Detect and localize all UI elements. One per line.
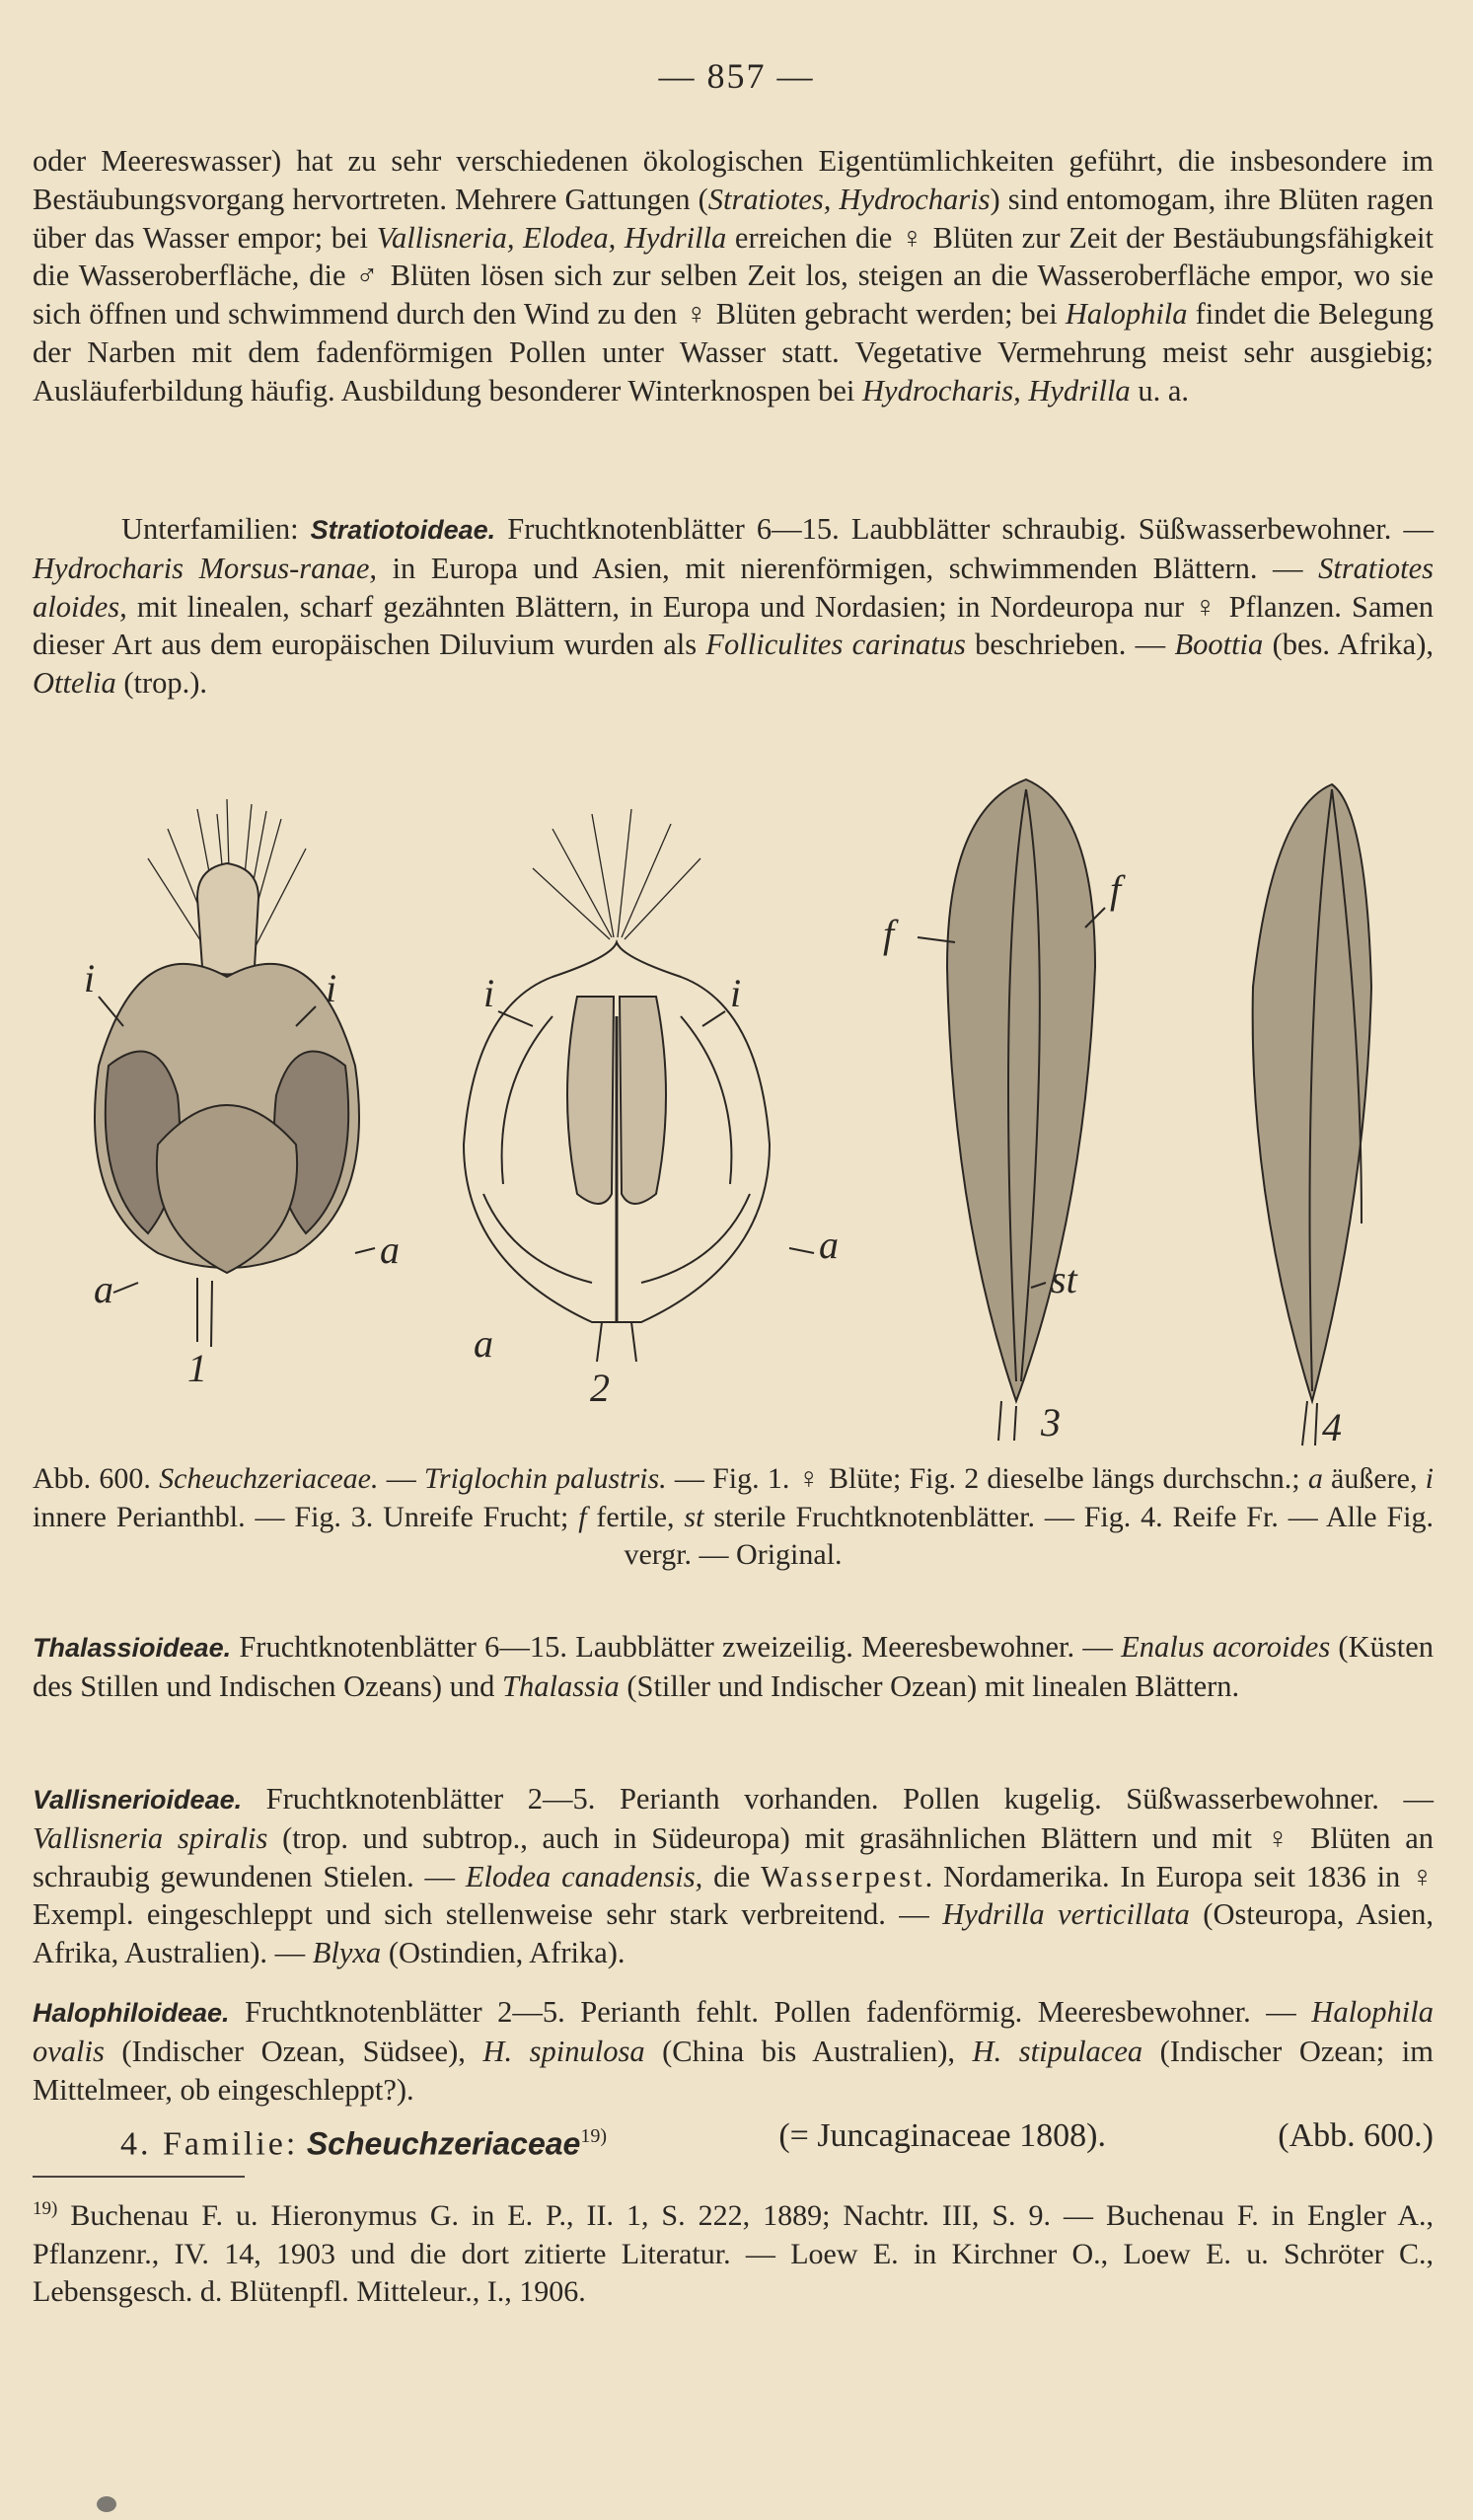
text-run: oder Meereswasser) hat zu sehr verschiedenen ökologischen Eigentümlichkeiten geführt, die insbesondere im Bestäubungsvorgang hervortreten. Mehrere Gattungen ( [33, 144, 1434, 216]
italic-taxon-text: Vallisneria spiralis [33, 1820, 268, 1855]
text-run: mit linealen, scharf gezähnten Blättern, in Europa und Nordasien; in Nordeuropa nur ♀ Pflanzen. Samen dieser Art aus dem europäischen Diluvium wurden als [33, 589, 1434, 662]
subfamily-name: Vallisnerioideae. [33, 1785, 243, 1815]
figure-caption [33, 1460, 1434, 1575]
text-run: die [702, 1859, 762, 1893]
italic-taxon-text: st [684, 1500, 704, 1533]
text-run: (Ostindien, Afrika). [381, 1936, 626, 1970]
paragraph-vallisnerioideae [33, 1780, 1434, 1972]
text-run: Abb. 600. [33, 1462, 160, 1495]
label-i-fig2-left: i [483, 971, 495, 1015]
italic-taxon-text: Ottelia [33, 666, 116, 701]
text-run: Fruchtknotenblätter 6—15. Laubblätter schraubig. Süßwasserbewohner. — [495, 512, 1434, 546]
text-run: findet die Belegung der Narben mit dem fadenförmigen Pollen unter Wasser statt. Vegetative Vermehrung meist sehr ausgiebig; Ausläuferbildung häufig. Ausbildung besonderer Winterknospen bei [33, 297, 1435, 408]
text-run: Unterfamilien: [121, 512, 311, 546]
label-a-fig1-left: a [94, 1267, 113, 1311]
italic-taxon-text: Boottia [1174, 628, 1264, 662]
italic-taxon-text: Hydrilla verticillata [942, 1897, 1190, 1932]
paragraph-subfamilies [33, 510, 1434, 703]
subfamily-name: Stratiotoideae. [310, 515, 496, 545]
footnote-text [33, 2199, 1434, 2308]
paragraph-thalassioideae [33, 1628, 1434, 1706]
label-a-fig1-right: a [380, 1227, 400, 1272]
italic-taxon-text: Halophila ovalis [33, 1995, 1434, 2068]
text-run: Buchenau F. u. Hieronymus G. in E. P., II. 1, S. 222, 1889; Nachtr. III, S. 9. — Buchenau F. in Engler A., Pflanzenr., IV. 14, 1903 und die dort zitierte Literatur. — Loew E. in Kirchner O., Loew E. u. Schröter C., Lebensgesch. d. Blütenpfl. Mitteleur., I., 1906. [33, 2199, 1434, 2308]
family-heading-synonym: (= Juncaginaceae 1808). [778, 2117, 1106, 2154]
text-run: (Indischer Ozean; im Mittelmeer, ob eingeschleppt?). [33, 2034, 1434, 2107]
text-run: (Küsten des Stillen und Indischen Ozeans) und [33, 1630, 1434, 1703]
text-run: erreichen die ♀ Blüten zur Zeit der Bestäubungsfähigkeit die Wasseroberfläche, die ♂ Blüten lösen sich zur selben Zeit los, steigen an die Wasseroberfläche empor, wo sie sich öffnen und schwimmend durch den Wind zu den ♀ Blüten gebracht werden; bei [33, 220, 1434, 332]
label-fig1-number: 1 [187, 1346, 207, 1390]
label-f-fig3-right: f [1110, 867, 1122, 912]
text-run: — Fig. 1. ♀ Blüte; Fig. 2 dieselbe längs durchschn.; [666, 1462, 1308, 1495]
text-run: (trop.). [115, 666, 208, 701]
footnote [33, 2190, 1434, 2312]
italic-taxon-text: H. stipulacea [972, 2034, 1143, 2068]
text-run: in Europa und Asien, mit nierenförmigen, schwimmenden Blättern. — [377, 551, 1319, 585]
text-run: . Nordamerika. In Europa seit 1836 in ♀ Exempl. eingeschleppt und sich stellenweise sehr stark verbreitend. — [33, 1859, 1434, 1932]
italic-taxon-text: i [1425, 1462, 1435, 1495]
italic-taxon-text: Vallisneria, Elodea, Hydrilla [376, 220, 727, 255]
italic-taxon-text: Halophila [1065, 297, 1188, 332]
italic-taxon-text: Blyxa [312, 1936, 382, 1970]
italic-taxon-text: Stratiotes aloides, [33, 551, 1435, 624]
label-f-fig3-left: f [883, 912, 895, 956]
label-i-fig2-right: i [730, 971, 742, 1015]
subfamily-name: Thalassioideae. [33, 1633, 232, 1663]
italic-taxon-text: Stratiotes, Hydrocharis [707, 182, 991, 216]
text-run: fertile, [586, 1500, 685, 1533]
fig2-section-drawing [464, 809, 770, 1362]
footnote-rule [33, 2176, 245, 2178]
italic-taxon-text: Scheuchzeriaceae. [159, 1462, 379, 1495]
text-run: — [378, 1462, 424, 1495]
italic-taxon-text: a [1307, 1462, 1323, 1495]
subfamily-name: Halophiloideae. [33, 1998, 230, 2028]
text-run: ) sind entomogam, ihre Blüten ragen über das Wasser empor; bei [33, 182, 1434, 255]
text-run: (China bis Australien), [644, 2034, 973, 2068]
label-i-fig1-right: i [326, 966, 337, 1010]
text-run: (bes. Afrika), [1263, 628, 1434, 662]
text-run: (Stiller und Indischer Ozean) mit linealen Blättern. [619, 1668, 1240, 1703]
text-run: (Indischer Ozean, Südsee), [104, 2034, 483, 2068]
italic-taxon-text: Hydrocharis Morsus-ranae, [33, 551, 378, 585]
footnote-marker: 19) [33, 2198, 58, 2219]
label-st-fig3: st [1051, 1257, 1077, 1301]
label-i-fig1-left: i [84, 956, 96, 1001]
text-run: sterile Fruchtknotenblätter. — Fig. 4. Reife Fr. — Alle Fig. vergr. — Original. [624, 1500, 1434, 1571]
paragraph-halophiloideae [33, 1993, 1434, 2109]
text-run: Fruchtknotenblätter 2—5. Perianth vorhanden. Pollen kugelig. Süßwasserbewohner. — [242, 1782, 1434, 1816]
family-heading [120, 2116, 1434, 2164]
italic-taxon-text: Hydrocharis, Hydrilla [862, 373, 1131, 408]
italic-taxon-text: f [578, 1500, 587, 1533]
text-run: (trop. und subtrop., auch in Südeuropa) mit grasähnlichen Blättern und mit ♀ Blüten an schraubig gewundenen Stielen. — [33, 1820, 1435, 1893]
italic-taxon-text: Enalus acoroides [1121, 1630, 1331, 1664]
label-fig2-number: 2 [590, 1366, 610, 1410]
paragraph-pollination [33, 142, 1434, 410]
label-fig3-number: 3 [1041, 1400, 1061, 1445]
text-run: beschrieben. — [965, 628, 1175, 662]
text-run: (Osteuropa, Asien, Afrika, Australien). — [33, 1897, 1434, 1970]
label-a-fig2-left: a [474, 1321, 493, 1366]
italic-taxon-text: H. spinulosa [482, 2034, 645, 2068]
figure-600-triglochin [0, 770, 1473, 1450]
page-number: — 857 — [658, 56, 815, 96]
label-a-fig2-right: a [819, 1223, 839, 1267]
italic-taxon-text: Thalassia [502, 1668, 620, 1703]
fig1-flower-drawing [95, 799, 359, 1347]
italic-taxon-text: Triglochin palustris. [423, 1462, 667, 1495]
text-run: Fruchtknotenblätter 6—15. Laubblätter zweizeilig. Meeresbewohner. — [231, 1630, 1122, 1664]
family-heading-title: 4. Familie: Scheuchzeriaceae$^{19)}$ [120, 2125, 607, 2163]
text-run: u. a. [1130, 373, 1189, 408]
label-fig4-number: 4 [1322, 1405, 1342, 1449]
family-heading-figure-ref: (Abb. 600.) [1278, 2117, 1434, 2154]
text-run: innere Perianthbl. — Fig. 3. Unreife Frucht; [33, 1500, 579, 1533]
text-run: Fruchtknotenblätter 2—5. Perianth fehlt. Pollen fadenförmig. Meeresbewohner. — [229, 1995, 1312, 2029]
page-speck [97, 2496, 116, 2512]
italic-taxon-text: Folliculites carinatus [705, 628, 966, 662]
italic-taxon-text: Elodea canadensis, [465, 1859, 703, 1893]
text-run: Wasserpest [761, 1859, 925, 1893]
fig3-fruit-drawing [947, 779, 1095, 1441]
text-run: äußere, [1322, 1462, 1426, 1495]
fig4-ripe-fruit-drawing [1253, 784, 1371, 1445]
